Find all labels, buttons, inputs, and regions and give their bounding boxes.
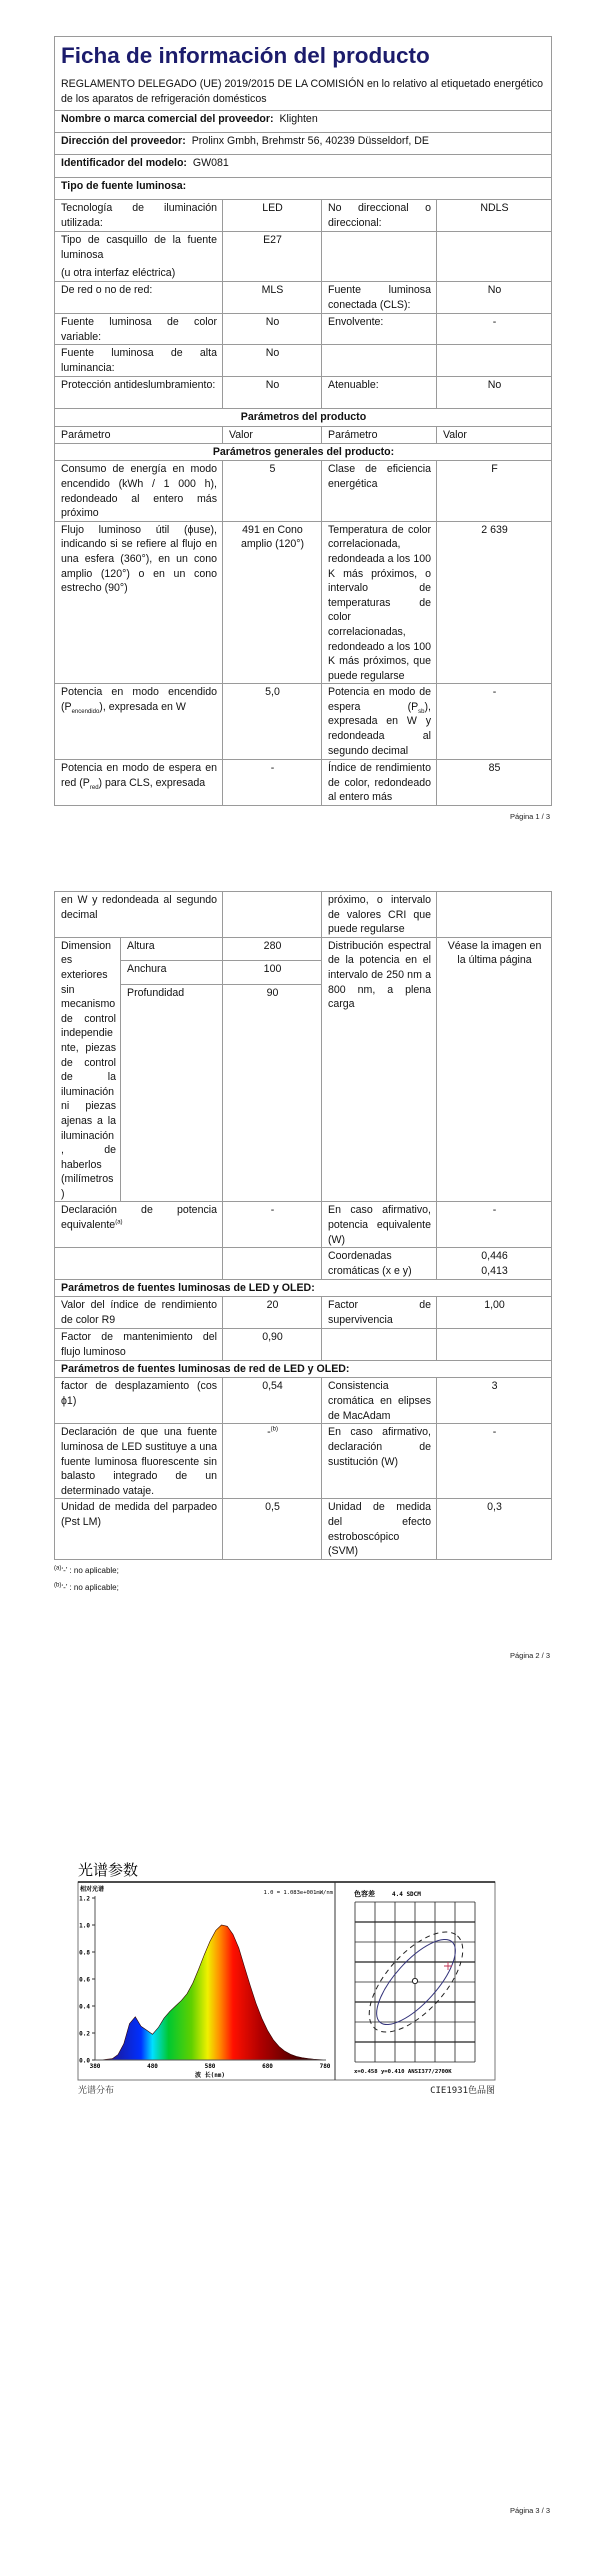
cell-label: De red o no de red:	[55, 282, 223, 314]
dimension-value: 90	[223, 984, 322, 1202]
dimensions-label: Dimensiones exteriores sin mecanismo de control independiente, piezas de control de la iluminación ni piezas ajenas a la iluminación, de haberlos (milímetros)	[55, 937, 121, 1202]
cell-value: 0,5	[223, 1499, 322, 1559]
cell-value	[437, 232, 552, 282]
cell-value: -	[437, 1424, 552, 1499]
text-part: ), expresada en W	[99, 700, 186, 713]
cell-value: -	[223, 760, 322, 806]
cell-label: Temperatura de color correlacionada, redondeada a los 100 K más próximos, o intervalo de temperaturas de color correlacionadas, redondeado a los 100 K más próximos, que puede regularse	[322, 521, 437, 684]
spectral-label: Distribución espectral de la potencia en el intervalo de 250 nm a 800 nm, a plena carga	[322, 937, 437, 1202]
cell-label	[322, 232, 437, 282]
cell-value: -	[437, 314, 552, 345]
cell-value: No	[437, 282, 552, 314]
cell-value	[437, 1248, 552, 1280]
table-row	[55, 1424, 552, 1499]
text-part: Potencia en modo de espera en red (P	[61, 762, 217, 789]
y-tick-label: 0.2	[79, 2030, 90, 2038]
cell-value: 3	[437, 1378, 552, 1424]
table-row	[55, 937, 552, 960]
table-row	[55, 282, 552, 314]
cell-label: Consistencia cromática en elipses de MacAdam	[322, 1378, 437, 1424]
cell-label: Índice de rendimiento de color, redondeado al entero más	[322, 760, 437, 806]
footnote-mark: (b)	[54, 1582, 62, 1589]
chroma-x: 0,446	[481, 1250, 508, 1263]
table-row	[55, 377, 552, 409]
footnote-ref: (a)	[115, 1219, 123, 1226]
page-title: Ficha de información del producto	[61, 43, 430, 68]
cell-label: Atenuable:	[322, 377, 437, 409]
footnote-mark: (a)	[54, 1565, 62, 1572]
cell-label: Factor de mantenimiento del flujo luminoso	[55, 1329, 223, 1361]
cell-value: -	[437, 1202, 552, 1248]
cell-label: en W y redondeada al segundo decimal	[55, 892, 223, 938]
y-tick-label: 1.2	[79, 1895, 90, 1903]
cie-header-label: 色容差	[354, 1890, 375, 1898]
cell-value: 2 639	[437, 521, 552, 684]
light-source-type-label: Tipo de fuente luminosa:	[55, 178, 552, 200]
x-tick-label: 680	[262, 2063, 273, 2070]
cell-value: 20	[223, 1297, 322, 1329]
value-text: -	[267, 1426, 271, 1439]
spectrum-caption: 光谱分布	[78, 2086, 115, 2096]
cell-value: -	[223, 1202, 322, 1248]
cell-label: Flujo luminoso útil (ϕuse), indicando si se refiere al flujo en una esfera (360°), en un cono amplio (120°) o en un cono estrecho (90°)	[55, 521, 223, 684]
x-tick-label: 380	[89, 2063, 101, 2070]
header-cell	[55, 37, 552, 111]
cell-value: No	[437, 377, 552, 409]
cell-label: Factor de supervivencia	[322, 1297, 437, 1329]
cell-value: F	[437, 461, 552, 521]
text-part: ), expresada en W y redondeada al segundo decimal	[328, 700, 431, 757]
text-part: Potencia en modo encendido (P	[61, 686, 217, 713]
table-row	[55, 892, 552, 938]
cell-label: próximo, o intervalo de valores CRI que puede regularse	[322, 892, 437, 938]
supplier-address-label: Dirección del proveedor:	[61, 135, 186, 148]
table-row	[55, 760, 552, 806]
page-number: Página 1 / 3	[509, 812, 550, 822]
cell-value: No	[223, 345, 322, 377]
section-heading: Parámetros de fuentes luminosas de LED y OLED:	[55, 1280, 552, 1297]
cell-label: Protección antideslumbramiento:	[55, 377, 223, 409]
table-row	[55, 1378, 552, 1424]
table-row	[55, 1329, 552, 1361]
page-number: Página 2 / 3	[509, 1651, 550, 1660]
cell-label	[55, 684, 223, 760]
section-heading: Parámetros generales del producto:	[55, 444, 552, 461]
regulation-text: REGLAMENTO DELEGADO (UE) 2019/2015 DE LA COMISIÓN en lo relativo al etiquetado energético de los aparatos de refrigeración domésticos	[61, 78, 544, 105]
table-row	[55, 1248, 552, 1280]
supplier-address: Prolinx Gmbh, Brehmstr 56, 40239 Düsseldorf, DE	[191, 135, 429, 148]
cell-value: E27	[223, 232, 322, 282]
table-row	[55, 684, 552, 760]
cell-value	[223, 1424, 322, 1499]
spectrum-chart-panel	[0, 1860, 603, 2100]
dimension-label: Anchura	[121, 961, 223, 984]
model-id: GW081	[192, 157, 229, 170]
cell-value	[223, 892, 322, 938]
x-tick-label: 480	[147, 2063, 158, 2070]
cell-value: LED	[223, 200, 322, 232]
text-part: Declaración de potencia equivalente	[61, 1204, 218, 1232]
cell-value: 1,00	[437, 1297, 552, 1329]
column-header: Parámetro	[322, 427, 437, 444]
dimension-label: Altura	[121, 937, 223, 960]
cell-value: 5	[223, 461, 322, 521]
cell-label	[55, 232, 223, 282]
cell-value: 491 en Cono amplio (120°)	[223, 521, 322, 684]
dimension-value: 100	[223, 961, 322, 984]
footnote-ref: (b)	[270, 1426, 278, 1433]
model-row	[55, 155, 552, 178]
supplier-name-row	[55, 111, 552, 133]
y-tick-label: 0.8	[79, 1949, 90, 1957]
cell-label: Envolvente:	[322, 314, 437, 345]
dimension-label: Profundidad	[121, 984, 223, 1202]
cell-value: 0,54	[223, 1378, 322, 1424]
sdcm-value: 4.4 SDCM	[392, 1891, 421, 1898]
cell-label: Fuente luminosa conectada (CLS):	[322, 282, 437, 314]
y-tick-label: 0.4	[79, 2003, 90, 2011]
x-tick-label: 780	[319, 2063, 331, 2070]
cell-value	[223, 1248, 322, 1280]
page-number: Página 3 / 3	[509, 2506, 550, 2515]
cell-label: Consumo de energía en modo encendido (kWh / 1 000 h), redondeado al entero más próximo	[55, 461, 223, 521]
cell-label: Coordenadas cromáticas (x e y)	[322, 1248, 437, 1280]
table-row	[55, 232, 552, 282]
cell-label: Fuente luminosa de alta luminancia:	[55, 345, 223, 377]
cell-label: No direccional o direccional:	[322, 200, 437, 232]
section-heading: Parámetros de fuentes luminosas de red de LED y OLED:	[55, 1361, 552, 1378]
cell-value	[437, 1329, 552, 1361]
y-tick-label: 0.6	[79, 1976, 90, 1984]
supplier-name: Klighten	[279, 113, 318, 126]
page-2	[0, 891, 603, 1661]
cell-label	[55, 1248, 223, 1280]
footnote-text: ‘-’ : no aplicable;	[61, 1565, 119, 1575]
subscript: red	[89, 784, 99, 791]
product-info-table-page2	[54, 891, 552, 1560]
cell-label: Unidad de medida del efecto estroboscópico (SVM)	[322, 1499, 437, 1559]
cell-value: 0,3	[437, 1499, 552, 1559]
cell-label-line: Tipo de casquillo de la fuente luminosa	[61, 234, 217, 261]
supplier-address-row	[55, 133, 552, 155]
table-row	[55, 200, 552, 232]
text-part: Potencia en modo de espera (P	[328, 686, 431, 713]
cell-label	[55, 1202, 223, 1248]
model-label: Identificador del modelo:	[61, 157, 187, 170]
column-header: Parámetro	[55, 427, 223, 444]
cell-label-note: (u otra interfaz eléctrica)	[61, 267, 176, 280]
chromaticity-readout: x=0.458 y=0.410 ANSI377/2700K	[354, 2069, 452, 2075]
supplier-name-label: Nombre o marca comercial del proveedor:	[61, 113, 274, 126]
scale-annotation: 1.0 = 1.083e+001mW/nm	[263, 1890, 333, 1896]
cell-label	[55, 760, 223, 806]
chromaticity-point	[412, 1978, 417, 1983]
cell-label: Declaración de que una fuente luminosa de LED sustituye a una fuente luminosa fluorescente sin balasto integrado de un determinado vataje.	[55, 1424, 223, 1499]
y-axis-label: 相对光谱	[80, 1886, 105, 1893]
x-tick-label: 580	[204, 2063, 216, 2070]
table-row	[55, 1499, 552, 1559]
cell-label	[322, 1329, 437, 1361]
cell-label: Tecnología de iluminación utilizada:	[55, 200, 223, 232]
cell-label: Clase de eficiencia energética	[322, 461, 437, 521]
table-row	[55, 1297, 552, 1329]
footnote	[54, 1582, 603, 1594]
cell-label: Valor del índice de rendimiento de color R9	[55, 1297, 223, 1329]
cell-label	[322, 684, 437, 760]
cell-value: 85	[437, 760, 552, 806]
footnote-text: ‘-’ : no aplicable;	[61, 1582, 119, 1592]
footnote	[54, 1565, 603, 1577]
table-row	[55, 521, 552, 684]
subscript: encendido	[71, 708, 100, 715]
spectrum-area	[95, 1925, 325, 2060]
page-1	[0, 36, 603, 822]
cell-value: MLS	[223, 282, 322, 314]
cell-value: -	[437, 684, 552, 760]
cell-label: factor de desplazamiento (cos ϕ1)	[55, 1378, 223, 1424]
cell-value	[437, 345, 552, 377]
cell-label: Unidad de medida del parpadeo (Pst LM)	[55, 1499, 223, 1559]
cell-value: NDLS	[437, 200, 552, 232]
cell-value: 0,90	[223, 1329, 322, 1361]
product-info-table-page1	[54, 36, 552, 806]
column-header: Valor	[437, 427, 552, 444]
chart-title: 光谱参数	[78, 1861, 139, 1879]
x-axis-label: 波 长(nm)	[194, 2072, 226, 2079]
cell-value	[437, 892, 552, 938]
section-heading: Parámetros del producto	[55, 409, 552, 427]
column-header-row	[55, 427, 552, 444]
cell-label: En caso afirmativo, declaración de sustitución (W)	[322, 1424, 437, 1499]
table-row	[55, 461, 552, 521]
table-row	[55, 1202, 552, 1248]
subscript: sb	[418, 708, 425, 715]
cell-label: En caso afirmativo, potencia equivalente (W)	[322, 1202, 437, 1248]
text-part: ) para CLS, expresada	[98, 776, 206, 789]
cell-label	[322, 345, 437, 377]
cell-label: Fuente luminosa de color variable:	[55, 314, 223, 345]
spectrum-plot	[79, 1885, 334, 2079]
y-tick-label: 0.0	[79, 2057, 90, 2065]
table-row	[55, 345, 552, 377]
cell-value: No	[223, 377, 322, 409]
cie-caption: CIE1931色品图	[430, 2086, 495, 2096]
table-row	[55, 314, 552, 345]
cell-value: 5,0	[223, 684, 322, 760]
cie-plot	[353, 1889, 479, 2075]
spectral-value: Véase la imagen en la última página	[437, 937, 552, 1202]
dimension-value: 280	[223, 937, 322, 960]
column-header: Valor	[223, 427, 322, 444]
cell-value: No	[223, 314, 322, 345]
y-tick-label: 1.0	[79, 1922, 90, 1930]
chroma-y: 0,413	[481, 1265, 508, 1278]
